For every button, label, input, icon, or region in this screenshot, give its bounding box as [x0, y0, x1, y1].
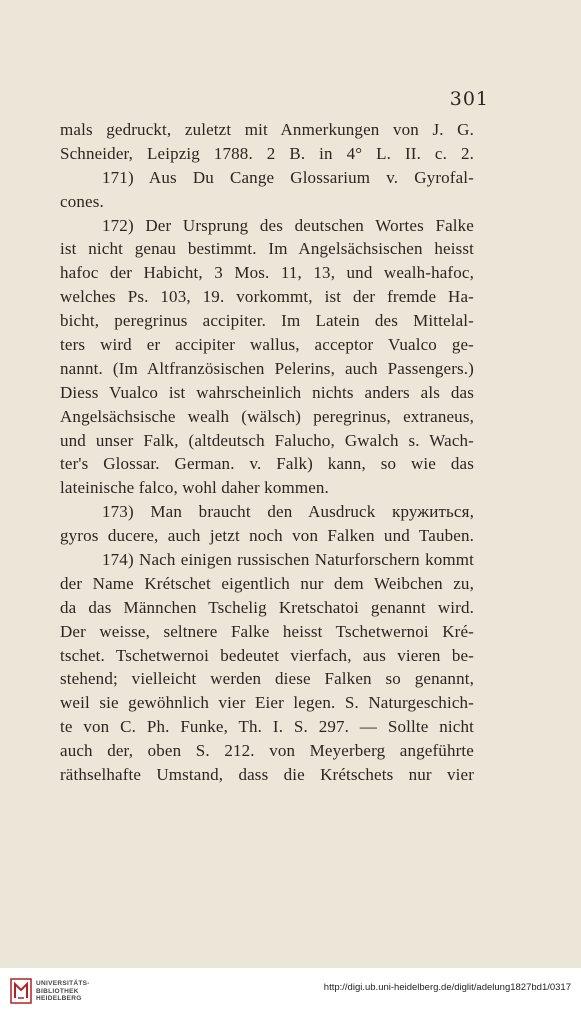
text-line: ter's Glossar. German. v. Falk) kann, so wie das: [60, 454, 474, 474]
text-line: ist nicht genau bestimmt. Im Angelsächsischen heisst: [60, 239, 474, 259]
text-line: nannt. (Im Altfranzösischen Pelerins, auch Passengers.): [60, 358, 474, 378]
text-line: ters wird er accipiter wallus, acceptor Vualco ge-: [60, 335, 474, 355]
text-line: mals gedruckt, zuletzt mit Anmerkungen von J. G.: [60, 120, 474, 139]
institution-line: UNIVERSITÄTS-: [36, 980, 90, 987]
text-line: te von C. Ph. Funke, Th. I. S. 297. — Sollte nicht: [60, 717, 474, 737]
text-line: und unser Falk, (altdeutsch Falucho, Gwalch s. Wach-: [60, 430, 474, 450]
text-line: lateinische falco, wohl daher kommen.: [60, 478, 329, 498]
text-line: bicht, peregrinus accipiter. Im Latein des Mittelal-: [60, 311, 474, 331]
text-line: Der weisse, seltnere Falke heisst Tschetwernoi Kré-: [60, 621, 474, 641]
text-line: 174) Nach einigen russischen Naturforschern kommt: [102, 550, 474, 570]
institution-name: [36, 980, 90, 1003]
footer-bar: [0, 968, 581, 1016]
text-line: räthselhafte Umstand, dass die Krétschets nur vier: [60, 765, 474, 785]
text-line: da das Männchen Tschelig Kretschatoi genannt wird.: [60, 597, 474, 617]
text-line: cones.: [60, 191, 104, 211]
page-text: [60, 118, 474, 787]
text-line: 171) Aus Du Cange Glossarium v. Gyrofal-: [102, 167, 474, 187]
text-line: 172) Der Ursprung des deutschen Wortes Falke: [102, 215, 474, 235]
page-number: 301: [449, 88, 489, 110]
text-line: tschet. Tschetwernoi bedeutet vierfach, aus vieren be-: [60, 645, 474, 665]
text-line: 173) Man braucht den Ausdruck кружиться,: [102, 502, 474, 522]
institution-line: HEIDELBERG: [36, 995, 82, 1002]
text-line: Schneider, Leipzig 1788. 2 B. in 4° L. II. c. 2.: [60, 143, 474, 163]
text-line: hafoc der Habicht, 3 Mos. 11, 13, und wealh-hafoc,: [60, 263, 474, 283]
text-line: weil sie gewöhnlich vier Eier legen. S. Naturgeschich-: [60, 693, 474, 713]
library-logo-icon: [10, 978, 32, 1004]
text-line: der Name Krétschet eigentlich nur dem Weibchen zu,: [60, 573, 474, 593]
text-line: gyros ducere, auch jetzt noch von Falken und Tauben.: [60, 526, 474, 546]
source-url-link[interactable]: http://digi.ub.uni-heidelberg.de/diglit/adelung1827bd1/0317: [323, 982, 571, 993]
text-line: stehend; vielleicht werden diese Falken so genannt,: [60, 669, 474, 689]
institution-line: BIBLIOTHEK: [36, 987, 79, 995]
text-line: Angelsächsische wealh (wälsch) peregrinus, extraneus,: [60, 406, 474, 426]
text-line: Diess Vualco ist wahrscheinlich nichts anders als das: [60, 382, 474, 402]
text-line: auch der, oben S. 212. von Meyerberg angeführte: [60, 741, 474, 761]
text-line: welches Ps. 103, 19. vorkommt, ist der fremde Ha-: [60, 287, 474, 307]
